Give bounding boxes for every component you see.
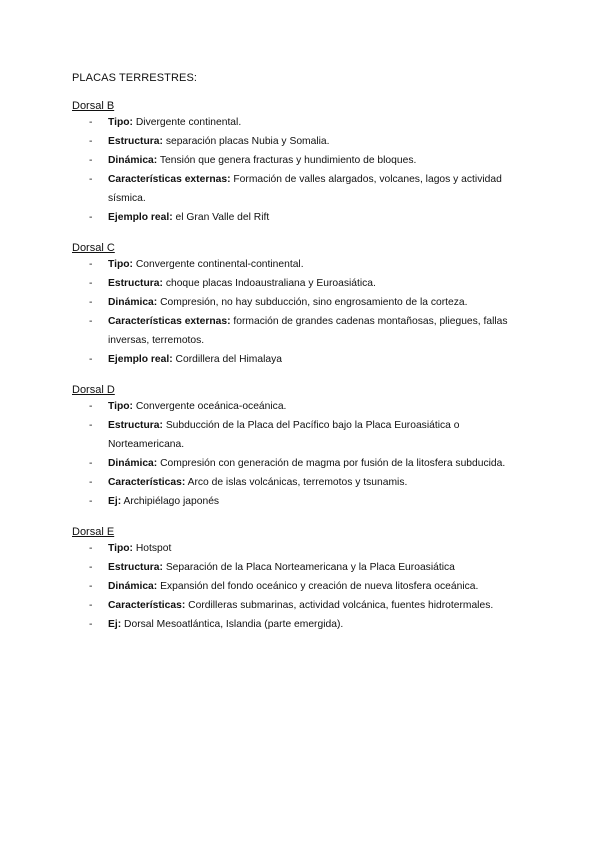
item-label: Dinámica: bbox=[108, 581, 158, 592]
item-text: Cordillera del Himalaya bbox=[175, 354, 282, 365]
item-label: Estructura: bbox=[108, 136, 163, 147]
item-label: Ej: bbox=[108, 496, 122, 507]
item-text: Separación de la Placa Norteamericana y la Placa Euroasiática bbox=[165, 562, 455, 573]
item-list bbox=[72, 255, 532, 369]
item-label: Ejemplo real: bbox=[108, 354, 173, 365]
dash-bullet-icon: - bbox=[89, 174, 93, 185]
list-item bbox=[72, 492, 532, 511]
item-text: choque placas Indoaustraliana y Euroasiática. bbox=[165, 278, 376, 289]
list-item bbox=[72, 293, 532, 312]
dash-bullet-icon: - bbox=[89, 600, 93, 611]
item-list bbox=[72, 397, 532, 511]
dash-bullet-icon: - bbox=[89, 543, 93, 554]
dash-bullet-icon: - bbox=[89, 117, 93, 128]
item-label: Características externas: bbox=[108, 174, 231, 185]
item-label: Estructura: bbox=[108, 278, 163, 289]
item-label: Ejemplo real: bbox=[108, 212, 173, 223]
item-label: Estructura: bbox=[108, 420, 163, 431]
item-text: Arco de islas volcánicas, terremotos y tsunamis. bbox=[187, 477, 408, 488]
item-label: Tipo: bbox=[108, 543, 133, 554]
item-text: Compresión, no hay subducción, sino engrosamiento de la corteza. bbox=[160, 297, 468, 308]
item-label: Características: bbox=[108, 600, 186, 611]
list-item bbox=[72, 350, 532, 369]
item-text: Compresión con generación de magma por fusión de la litosfera subducida. bbox=[160, 458, 506, 469]
dash-bullet-icon: - bbox=[89, 136, 93, 147]
sections-container bbox=[72, 99, 532, 634]
list-item bbox=[72, 151, 532, 170]
dash-bullet-icon: - bbox=[89, 562, 93, 573]
item-text: Dorsal Mesoatlántica, Islandia (parte emergida). bbox=[124, 619, 344, 630]
list-item bbox=[72, 596, 532, 615]
item-label: Tipo: bbox=[108, 259, 133, 270]
dash-bullet-icon: - bbox=[89, 420, 93, 431]
dash-bullet-icon: - bbox=[89, 401, 93, 412]
item-text: separación placas Nubia y Somalia. bbox=[165, 136, 330, 147]
list-item bbox=[72, 132, 532, 151]
dash-bullet-icon: - bbox=[89, 297, 93, 308]
item-label: Ej: bbox=[108, 619, 122, 630]
item-label: Dinámica: bbox=[108, 297, 158, 308]
dash-bullet-icon: - bbox=[89, 212, 93, 223]
section-dorsal-e bbox=[72, 525, 532, 634]
item-text: Tensión que genera fracturas y hundimiento de bloques. bbox=[159, 155, 417, 166]
list-item bbox=[72, 454, 532, 473]
list-item bbox=[72, 170, 532, 208]
dash-bullet-icon: - bbox=[89, 619, 93, 630]
dash-bullet-icon: - bbox=[89, 477, 93, 488]
item-list bbox=[72, 539, 532, 634]
dash-bullet-icon: - bbox=[89, 496, 93, 507]
dash-bullet-icon: - bbox=[89, 259, 93, 270]
section-heading: Dorsal B bbox=[72, 100, 115, 112]
item-label: Dinámica: bbox=[108, 458, 158, 469]
item-text: Formación de valles alargados, volcanes, lagos y actividad sísmica. bbox=[108, 174, 502, 204]
item-text: formación de grandes cadenas montañosas, pliegues, fallas inversas, terremotos. bbox=[108, 316, 508, 346]
dash-bullet-icon: - bbox=[89, 155, 93, 166]
document-title: PLACAS TERRESTRES: bbox=[72, 72, 198, 84]
list-item bbox=[72, 416, 532, 454]
list-item bbox=[72, 113, 532, 132]
section-heading: Dorsal E bbox=[72, 526, 115, 538]
item-label: Tipo: bbox=[108, 117, 133, 128]
list-item bbox=[72, 274, 532, 293]
item-label: Características externas: bbox=[108, 316, 231, 327]
section-dorsal-c bbox=[72, 241, 532, 369]
section-heading: Dorsal D bbox=[72, 384, 115, 396]
document-page bbox=[72, 71, 532, 634]
dash-bullet-icon: - bbox=[89, 316, 93, 327]
list-item bbox=[72, 473, 532, 492]
dash-bullet-icon: - bbox=[89, 278, 93, 289]
item-text: Divergente continental. bbox=[135, 117, 242, 128]
item-text: Convergente oceánica-oceánica. bbox=[135, 401, 287, 412]
list-item bbox=[72, 312, 532, 350]
dash-bullet-icon: - bbox=[89, 458, 93, 469]
item-text: Convergente continental-continental. bbox=[135, 259, 304, 270]
item-text: el Gran Valle del Rift bbox=[175, 212, 270, 223]
item-text: Archipiélago japonés bbox=[123, 496, 220, 507]
list-item bbox=[72, 577, 532, 596]
item-label: Tipo: bbox=[108, 401, 133, 412]
section-dorsal-b bbox=[72, 99, 532, 227]
item-list bbox=[72, 113, 532, 227]
list-item bbox=[72, 558, 532, 577]
list-item bbox=[72, 397, 532, 416]
item-label: Características: bbox=[108, 477, 186, 488]
list-item bbox=[72, 615, 532, 634]
item-label: Dinámica: bbox=[108, 155, 158, 166]
item-text: Hotspot bbox=[135, 543, 172, 554]
item-text: Subducción de la Placa del Pacífico bajo la Placa Euroasiática o Norteamericana. bbox=[108, 420, 460, 450]
item-label: Estructura: bbox=[108, 562, 163, 573]
section-dorsal-d bbox=[72, 383, 532, 511]
list-item bbox=[72, 255, 532, 274]
section-heading: Dorsal C bbox=[72, 242, 115, 254]
dash-bullet-icon: - bbox=[89, 354, 93, 365]
dash-bullet-icon: - bbox=[89, 581, 93, 592]
list-item bbox=[72, 539, 532, 558]
list-item bbox=[72, 208, 532, 227]
item-text: Expansión del fondo oceánico y creación de nueva litosfera oceánica. bbox=[160, 581, 479, 592]
item-text: Cordilleras submarinas, actividad volcánica, fuentes hidrotermales. bbox=[188, 600, 494, 611]
